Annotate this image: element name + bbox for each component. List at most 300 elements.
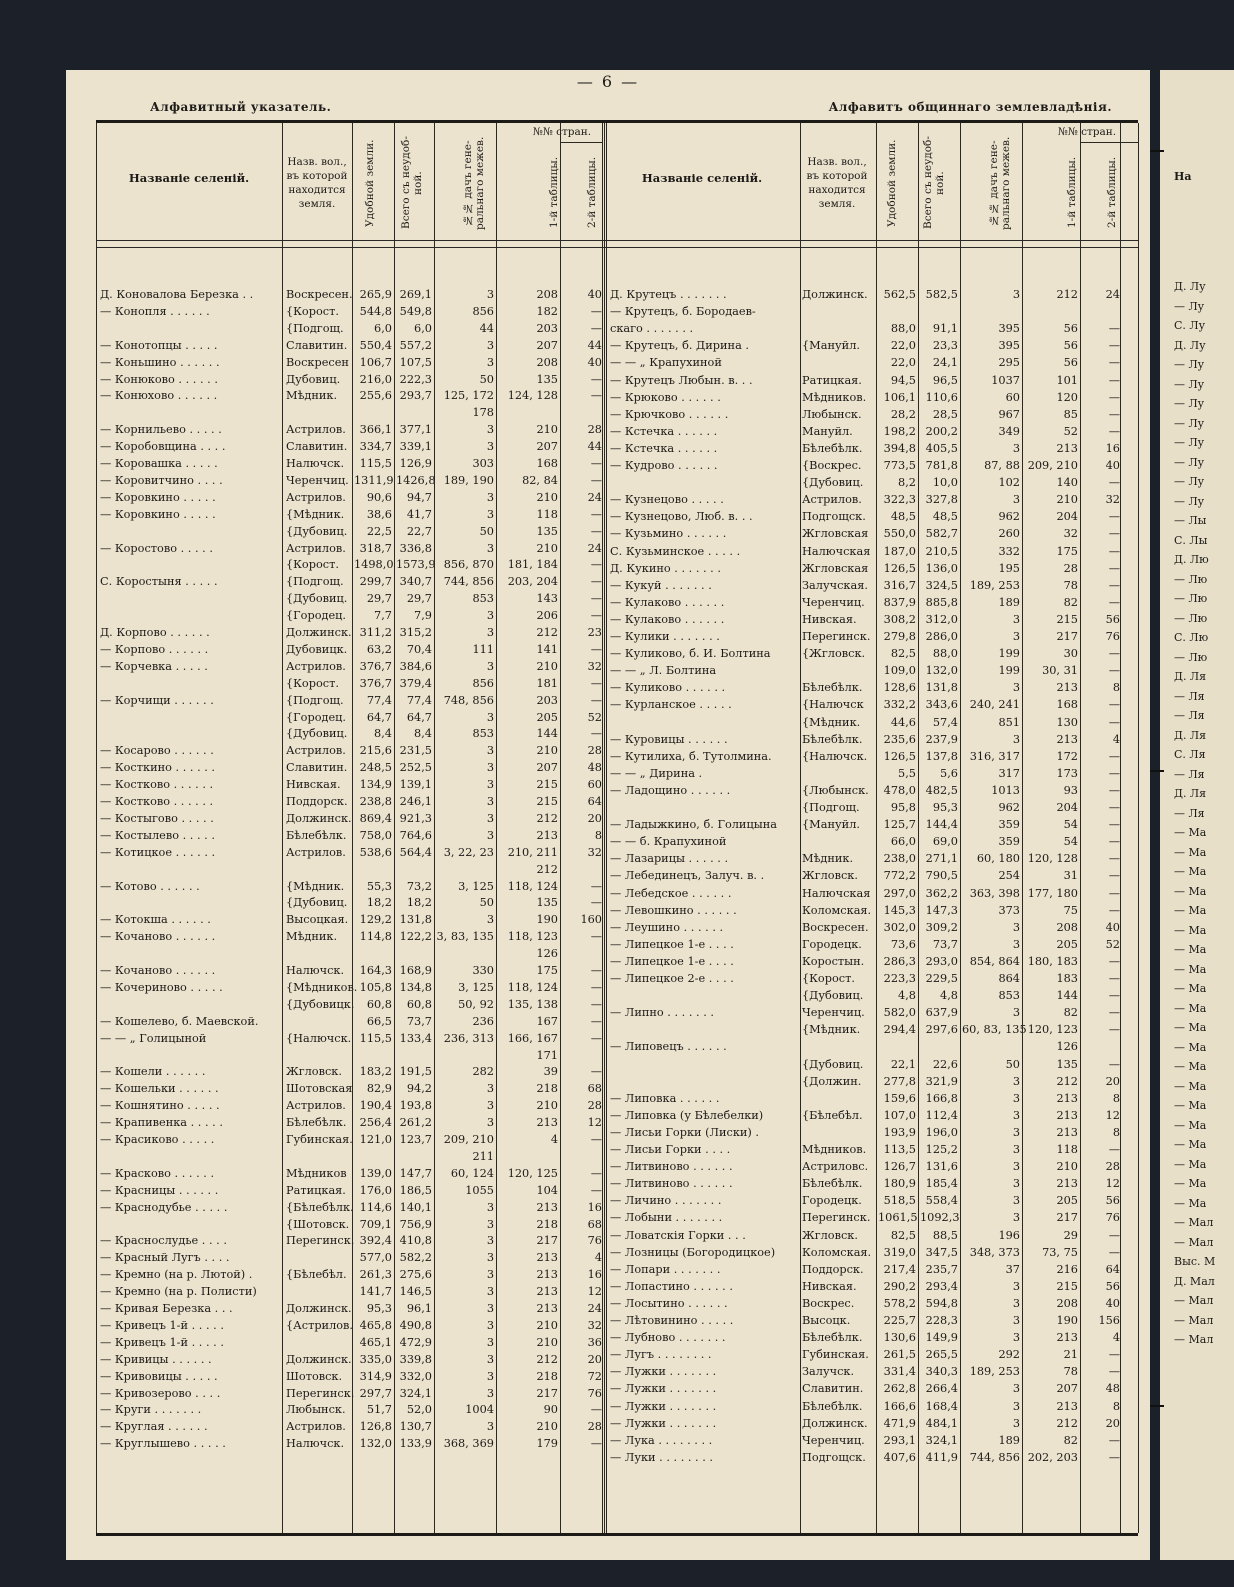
volost-name: Жгловск.: [802, 1228, 858, 1242]
survey-numbers: 60, 180: [976, 852, 1020, 866]
table1-page: 144: [536, 727, 558, 741]
table-row: [96, 987, 1138, 1004]
total-land: 132,0: [925, 664, 958, 678]
total-land: 324,5: [925, 578, 958, 592]
table2-page: —: [590, 964, 602, 977]
survey-numbers: 3: [486, 1352, 494, 1366]
adjacent-page-fragment: — Ма: [1174, 962, 1207, 976]
survey-numbers: 111: [472, 642, 494, 656]
header-rule-2: [96, 247, 1138, 248]
total-land: 410,8: [399, 1234, 432, 1248]
total-land: 921,3: [399, 811, 432, 825]
table2-page: 40: [587, 288, 602, 301]
settlement-name: — Кремно (на р. Лютой) .: [100, 1268, 253, 1282]
volost-name: Нивская.: [286, 778, 341, 792]
survey-numbers: 3: [486, 626, 494, 639]
settlement-name: — Кочаново . . . . . .: [100, 964, 216, 977]
survey-numbers: 189, 190: [443, 473, 494, 487]
settlement-name: — Ладыжкино, б. Голицына: [610, 818, 777, 832]
left-header-arable: Удобной земли.: [364, 139, 376, 227]
survey-numbers: 195: [998, 561, 1020, 575]
settlement-name: — Лебединецъ, Залуч. в. .: [610, 869, 765, 883]
arable-land: 145,3: [883, 903, 916, 917]
settlement-name: — Липовка (у Бѣлебелки): [610, 1108, 764, 1122]
adjacent-page-fragment: С. Лю: [1174, 631, 1209, 644]
arable-land: 279,8: [883, 630, 916, 643]
arable-land: 125,7: [883, 818, 916, 832]
table-row: [96, 1398, 1138, 1415]
volost-name: Должинск.: [802, 288, 868, 301]
left-header-volost: Назв. вол., въ которой находится земля.: [286, 156, 348, 210]
settlement-name: — Липецкое 1-е . . . .: [610, 937, 734, 951]
arable-land: 376,7: [359, 659, 392, 673]
settlement-name: — Корпово . . . . . .: [100, 642, 209, 656]
table-row: [96, 1175, 1138, 1192]
table2-page: 20: [1105, 1074, 1120, 1088]
volost-name: {Дубовиц.: [286, 524, 348, 538]
settlement-name: — Кукуй . . . . . . .: [610, 578, 712, 592]
volost-name: {Дубовиц.: [802, 476, 864, 490]
total-land: 472,9: [399, 1335, 432, 1349]
adjacent-page-fragment: — Лу: [1174, 475, 1205, 488]
table-row: [96, 1432, 1138, 1449]
volost-name: Астрилов.: [286, 659, 346, 673]
arable-land: 334,7: [359, 440, 392, 454]
settlement-name: — Ладощино . . . . . .: [610, 783, 731, 797]
table2-page: —: [590, 389, 602, 403]
arable-land: 126,8: [359, 1420, 392, 1434]
survey-numbers: 3: [1012, 1194, 1020, 1208]
survey-numbers: 744, 856: [443, 575, 494, 589]
volost-name: Высоцкая.: [286, 913, 349, 927]
volost-name: {Городец.: [286, 710, 346, 724]
settlement-name: — Лозницы (Богородицкое): [610, 1245, 776, 1259]
table2-page: —: [1108, 1023, 1120, 1037]
table1-page: 118: [536, 507, 558, 521]
volost-name: Жгловск.: [286, 1065, 342, 1079]
total-land: 29,7: [406, 592, 432, 606]
total-land: 482,5: [925, 783, 958, 797]
volost-name: Залучск.: [802, 1365, 855, 1379]
volost-name: Жгловская: [802, 527, 869, 541]
table2-page: —: [1108, 972, 1120, 985]
survey-numbers: 748, 856: [443, 693, 494, 707]
table1-page: 56: [1063, 356, 1078, 370]
table-row: [96, 970, 1138, 987]
arable-land: 64,7: [366, 710, 392, 724]
survey-numbers: 368, 369: [443, 1437, 494, 1451]
table-row: [96, 885, 1138, 902]
survey-numbers: 373: [998, 903, 1020, 917]
total-land: 125,2: [925, 1143, 958, 1156]
total-land: 324,1: [925, 1433, 958, 1447]
table1-page: 56: [1063, 339, 1078, 353]
arable-land: 73,6: [890, 937, 916, 951]
left-header-name: Названіе селеній.: [128, 171, 250, 185]
arable-land: 193,9: [883, 1125, 916, 1139]
volost-name: Перегинск.: [802, 1211, 871, 1225]
table2-page: 20: [1105, 1416, 1120, 1430]
survey-numbers: 44: [479, 321, 494, 335]
arable-land: 5,5: [898, 766, 916, 780]
volost-name: {Корост.: [286, 304, 339, 318]
total-land: 73,7: [406, 1014, 432, 1028]
table2-page: —: [1108, 1365, 1120, 1379]
volost-name: Мѣдник.: [802, 852, 854, 866]
table2-page: 76: [587, 1386, 602, 1400]
adjacent-page-fragment: Д. Лу: [1174, 280, 1206, 293]
table2-page: —: [590, 642, 602, 656]
table1-page: 141: [536, 642, 558, 656]
table-row: [96, 354, 1138, 371]
settlement-name: — Кошельки . . . . . .: [100, 1082, 219, 1096]
total-land: 336,8: [399, 541, 432, 555]
adjacent-page-fragment: С. Лу: [1174, 319, 1206, 332]
table-row: [96, 816, 1138, 833]
arable-land: 216,0: [359, 372, 392, 386]
total-land: 18,2: [406, 896, 432, 910]
adjacent-page-fragment: — Мал: [1174, 1294, 1214, 1307]
volost-name: Астрилов.: [286, 423, 346, 437]
volost-name: Перегинск.: [286, 1234, 355, 1248]
arable-land: 6,0: [374, 321, 392, 335]
arable-land: 38,6: [366, 507, 392, 521]
survey-numbers: 3: [1012, 441, 1020, 455]
table1-page: 205: [1056, 937, 1078, 951]
settlement-name: — Липно . . . . . . .: [610, 1006, 714, 1020]
settlement-name: — — б. Крапухиной: [610, 835, 727, 849]
table2-page: —: [1108, 886, 1120, 900]
table2-page: 160: [580, 913, 602, 927]
adjacent-page-fragment: — Ма: [1174, 1021, 1207, 1034]
arable-land: 773,5: [883, 459, 916, 472]
volost-name: Городецк.: [802, 937, 862, 951]
survey-numbers: 60, 124: [450, 1166, 494, 1180]
volost-name: Славитин.: [286, 440, 348, 454]
volost-name: Астрилов.: [286, 1099, 346, 1113]
total-land: 96,1: [406, 1302, 432, 1315]
arable-land: 407,6: [883, 1450, 916, 1464]
table-row: [96, 714, 1138, 731]
adjacent-page-fragment: — Ма: [1174, 884, 1207, 898]
total-land: 235,7: [925, 1262, 958, 1276]
table1-page: 210: [536, 1420, 558, 1434]
survey-numbers: 316, 317: [969, 749, 1020, 763]
volost-name: Нивская.: [802, 1279, 857, 1293]
table-row: [96, 1124, 1138, 1141]
settlement-name: — Конопля . . . . . .: [100, 304, 210, 318]
adjacent-page-fragment: — Ма: [1174, 1099, 1207, 1112]
table1-page: 204: [1056, 510, 1078, 524]
adjacent-page-fragment: — Ма: [1174, 923, 1207, 937]
table1-page: 173: [1056, 766, 1078, 780]
table1-page: 135: [536, 896, 558, 910]
survey-numbers: 3: [486, 811, 494, 825]
table-row: [96, 594, 1138, 611]
total-land: 384,6: [399, 659, 432, 673]
adjacent-page-fragment: — Лу: [1174, 455, 1205, 469]
survey-numbers: 3: [486, 1116, 494, 1130]
volost-name: {Должин.: [802, 1074, 862, 1088]
table2-page: —: [1108, 835, 1120, 849]
total-land: 112,4: [925, 1108, 958, 1122]
volost-name: Мѣдник.: [286, 389, 338, 403]
survey-numbers: 3: [1012, 1416, 1020, 1430]
survey-numbers: 1037: [991, 373, 1020, 387]
arable-land: 335,0: [359, 1352, 392, 1366]
table1-page: 182: [536, 304, 558, 318]
survey-numbers: 211: [472, 1149, 494, 1163]
volost-name: Должинск.: [286, 1352, 352, 1366]
settlement-name: — — „ Голицыной: [100, 1031, 207, 1045]
column-rule: [1080, 123, 1081, 1533]
settlement-name: — Лазарицы . . . . . .: [610, 852, 729, 866]
survey-numbers: 854, 864: [969, 954, 1020, 968]
survey-numbers: 359: [998, 818, 1020, 832]
arable-land: 869,4: [359, 811, 392, 825]
arable-land: 709,1: [359, 1217, 392, 1231]
arable-land: 772,2: [883, 869, 916, 883]
arable-land: 550,0: [883, 527, 916, 541]
arable-land: 262,8: [883, 1382, 916, 1396]
total-land: 286,0: [925, 630, 958, 643]
total-land: 88,0: [932, 647, 958, 661]
table1-page: 21: [1063, 1348, 1078, 1362]
volost-name: Коломская.: [802, 903, 872, 917]
settlement-name: — Леушино . . . . . .: [610, 920, 724, 934]
arable-land: 4,8: [898, 989, 916, 1003]
table2-page: —: [1108, 544, 1120, 558]
adjacent-page-fragment: — Лу: [1174, 494, 1205, 508]
table2-page: 12: [587, 1285, 602, 1299]
table2-page: —: [590, 879, 602, 893]
table-row: [96, 508, 1138, 525]
total-land: 312,0: [925, 612, 958, 626]
table1-page: 93: [1063, 783, 1078, 797]
survey-numbers: 178: [472, 406, 494, 420]
total-land: 185,4: [925, 1177, 958, 1191]
arable-land: 95,8: [890, 801, 916, 814]
table2-page: —: [590, 896, 602, 910]
volost-name: Бѣлебѣлк.: [286, 828, 347, 842]
total-land: 265,5: [925, 1348, 958, 1362]
survey-numbers: 3: [1012, 1108, 1020, 1122]
table1-page: 210: [536, 423, 558, 437]
arable-land: 277,8: [883, 1074, 916, 1088]
table1-page: 208: [536, 355, 558, 369]
table-row: [96, 1192, 1138, 1209]
table1-page: 126: [1056, 1040, 1078, 1054]
table-row: [96, 1346, 1138, 1363]
volost-name: Астрилов.: [286, 541, 346, 555]
settlement-name: — Лебедское . . . . . .: [610, 886, 732, 900]
total-land: 60,8: [406, 997, 432, 1011]
total-land: 149,9: [925, 1331, 958, 1345]
volost-name: {Городец.: [286, 609, 346, 623]
arable-land: 465,1: [359, 1335, 392, 1349]
total-land: 594,8: [925, 1296, 958, 1310]
table2-page: —: [590, 558, 602, 572]
volost-name: Любынск.: [286, 1403, 346, 1417]
arable-land: 261,5: [883, 1348, 916, 1362]
settlement-name: — Корчищи . . . . . .: [100, 693, 214, 707]
table1-page: 215: [1056, 1279, 1078, 1293]
adjacent-page-fragment: — Ма: [1174, 1060, 1207, 1073]
survey-numbers: 3: [1012, 630, 1020, 643]
survey-numbers: 236, 313: [443, 1031, 494, 1045]
table1-page: 210: [536, 1099, 558, 1113]
survey-numbers: 3: [486, 1420, 494, 1434]
volost-name: Бѣлебѣлк.: [802, 732, 863, 746]
table1-page: 104: [536, 1183, 558, 1197]
table-row: [96, 748, 1138, 765]
arable-land: 265,9: [359, 288, 392, 301]
adjacent-page-fragment: — Лу: [1174, 358, 1205, 371]
survey-numbers: 3: [486, 288, 494, 301]
volost-name: Налючск.: [286, 1437, 345, 1451]
adjacent-page-fragment: С. Лы: [1174, 533, 1208, 547]
table2-page: 76: [1105, 630, 1120, 643]
column-rule: [1022, 123, 1023, 1533]
survey-numbers: 3: [1012, 1143, 1020, 1156]
settlement-name: — Куликово, б. И. Болтина: [610, 647, 771, 661]
table-row: [96, 1141, 1138, 1158]
pages-subheader-rule: [560, 142, 602, 143]
survey-numbers: 50: [479, 524, 494, 538]
settlement-name: — Конюхово . . . . . .: [100, 389, 218, 403]
left-running-header: Алфавитный указатель.: [150, 100, 332, 114]
survey-numbers: 282: [472, 1065, 494, 1079]
arable-land: 129,2: [359, 913, 392, 927]
table-row: [96, 525, 1138, 542]
total-land: 293,7: [399, 389, 432, 403]
survey-numbers: 856: [472, 304, 494, 318]
left-header-total: Всего съ неудоб- ной.: [400, 136, 424, 230]
settlement-name: — Личино . . . . . . .: [610, 1194, 722, 1208]
settlement-name: — Костылево . . . . .: [100, 828, 215, 842]
arable-land: 7,7: [374, 609, 392, 623]
table1-page: 210: [536, 541, 558, 555]
arable-land: 471,9: [883, 1416, 916, 1430]
settlement-name: — Красково . . . . . .: [100, 1166, 215, 1180]
survey-numbers: 853: [998, 989, 1020, 1003]
table1-page: 215: [1056, 612, 1078, 626]
settlement-name: — Ловатскія Горки . . .: [610, 1228, 746, 1242]
adjacent-page-fragment: — Ма: [1174, 845, 1207, 859]
table1-page: 213: [1056, 1177, 1078, 1191]
table2-page: 56: [1105, 612, 1120, 626]
volost-name: {Мануйл.: [802, 818, 860, 832]
total-land: 131,6: [925, 1160, 958, 1174]
volost-name: Перегинск.: [286, 1386, 355, 1400]
survey-numbers: 3, 22, 23: [443, 845, 494, 859]
table2-page: 8: [594, 828, 602, 842]
table1-page: 171: [536, 1048, 558, 1062]
total-land: 88,5: [932, 1228, 958, 1242]
table1-page: 212: [536, 1352, 558, 1366]
survey-numbers: 3: [1012, 1091, 1020, 1105]
volost-name: {Корост.: [802, 972, 855, 985]
table2-page: 12: [587, 1116, 602, 1130]
volost-name: Мѣдников.: [802, 390, 867, 404]
survey-numbers: 295: [998, 356, 1020, 370]
volost-name: Налючская: [802, 886, 871, 900]
settlement-name: — Корнильево . . . . .: [100, 423, 222, 437]
settlement-name: — Лисьи Горки (Лиски) .: [610, 1125, 760, 1139]
survey-numbers: 3: [1012, 1074, 1020, 1088]
table2-page: 16: [1105, 441, 1120, 455]
survey-numbers: 102: [998, 476, 1020, 490]
settlement-name: — Краснослудье . . . .: [100, 1234, 227, 1248]
total-land: 222,3: [399, 372, 432, 386]
volost-name: Астрилов.: [286, 744, 346, 758]
volost-name: {Астрилов.: [286, 1318, 354, 1332]
survey-numbers: 3: [1012, 732, 1020, 746]
total-land: 229,5: [925, 972, 958, 985]
arable-land: 238,8: [359, 795, 392, 808]
table-row: [96, 902, 1138, 919]
left-header-pages: №№ стран.: [532, 126, 592, 138]
table2-page: 32: [587, 659, 602, 673]
volost-name: Жгловская: [802, 561, 869, 575]
table-row: [96, 440, 1138, 457]
arable-land: 308,2: [883, 612, 916, 626]
table2-page: 8: [1112, 681, 1120, 695]
survey-numbers: 3, 83, 135: [436, 930, 494, 944]
volost-name: Черенчиц.: [802, 1433, 865, 1447]
table2-page: —: [1108, 1228, 1120, 1242]
survey-numbers: 332: [998, 544, 1020, 558]
adjacent-page-fragment: — Мал: [1174, 1313, 1214, 1327]
survey-numbers: 3: [486, 1234, 494, 1248]
settlement-name: Д. Крутецъ . . . . . . .: [610, 288, 727, 301]
table1-page: 218: [536, 1217, 558, 1231]
volost-name: Бѣлебѣлк.: [802, 1399, 863, 1413]
survey-numbers: 125, 172: [443, 389, 494, 403]
arable-land: 578,2: [883, 1296, 916, 1310]
table1-page: 216: [1056, 1262, 1078, 1276]
volost-name: {Подгощ.: [286, 693, 344, 707]
table1-page: 73, 75: [1042, 1245, 1078, 1259]
table1-page: 212: [536, 862, 558, 876]
table1-page: 217: [536, 1234, 558, 1248]
arable-land: 109,0: [883, 664, 916, 678]
total-land: 24,1: [932, 356, 958, 370]
table1-page: 210, 211: [507, 845, 558, 859]
volost-name: {Дубовицк.: [286, 997, 355, 1011]
arable-land: 394,8: [883, 441, 916, 455]
settlement-name: — Крючково . . . . . .: [610, 407, 729, 421]
total-land: 166,8: [925, 1091, 958, 1105]
arable-land: 8,2: [898, 476, 916, 490]
table1-page: 30: [1063, 647, 1078, 661]
table-row: [96, 337, 1138, 354]
settlement-name: — Косарово . . . . . .: [100, 744, 214, 758]
survey-numbers: 3: [1012, 1006, 1020, 1020]
table-row: [96, 662, 1138, 679]
table1-page: 207: [536, 338, 558, 352]
table-row: [96, 1209, 1138, 1226]
table1-page: 210: [1056, 493, 1078, 507]
table1-page: 210: [1056, 1160, 1078, 1174]
total-land: 582,2: [399, 1251, 432, 1265]
volost-name: {Дубовиц.: [286, 896, 348, 910]
arable-land: 134,9: [359, 778, 392, 792]
survey-numbers: 3: [486, 913, 494, 927]
table2-page: 32: [1105, 493, 1120, 507]
volost-name: {Корост.: [286, 558, 339, 572]
adjacent-page-fragment: — Лю: [1174, 611, 1208, 625]
